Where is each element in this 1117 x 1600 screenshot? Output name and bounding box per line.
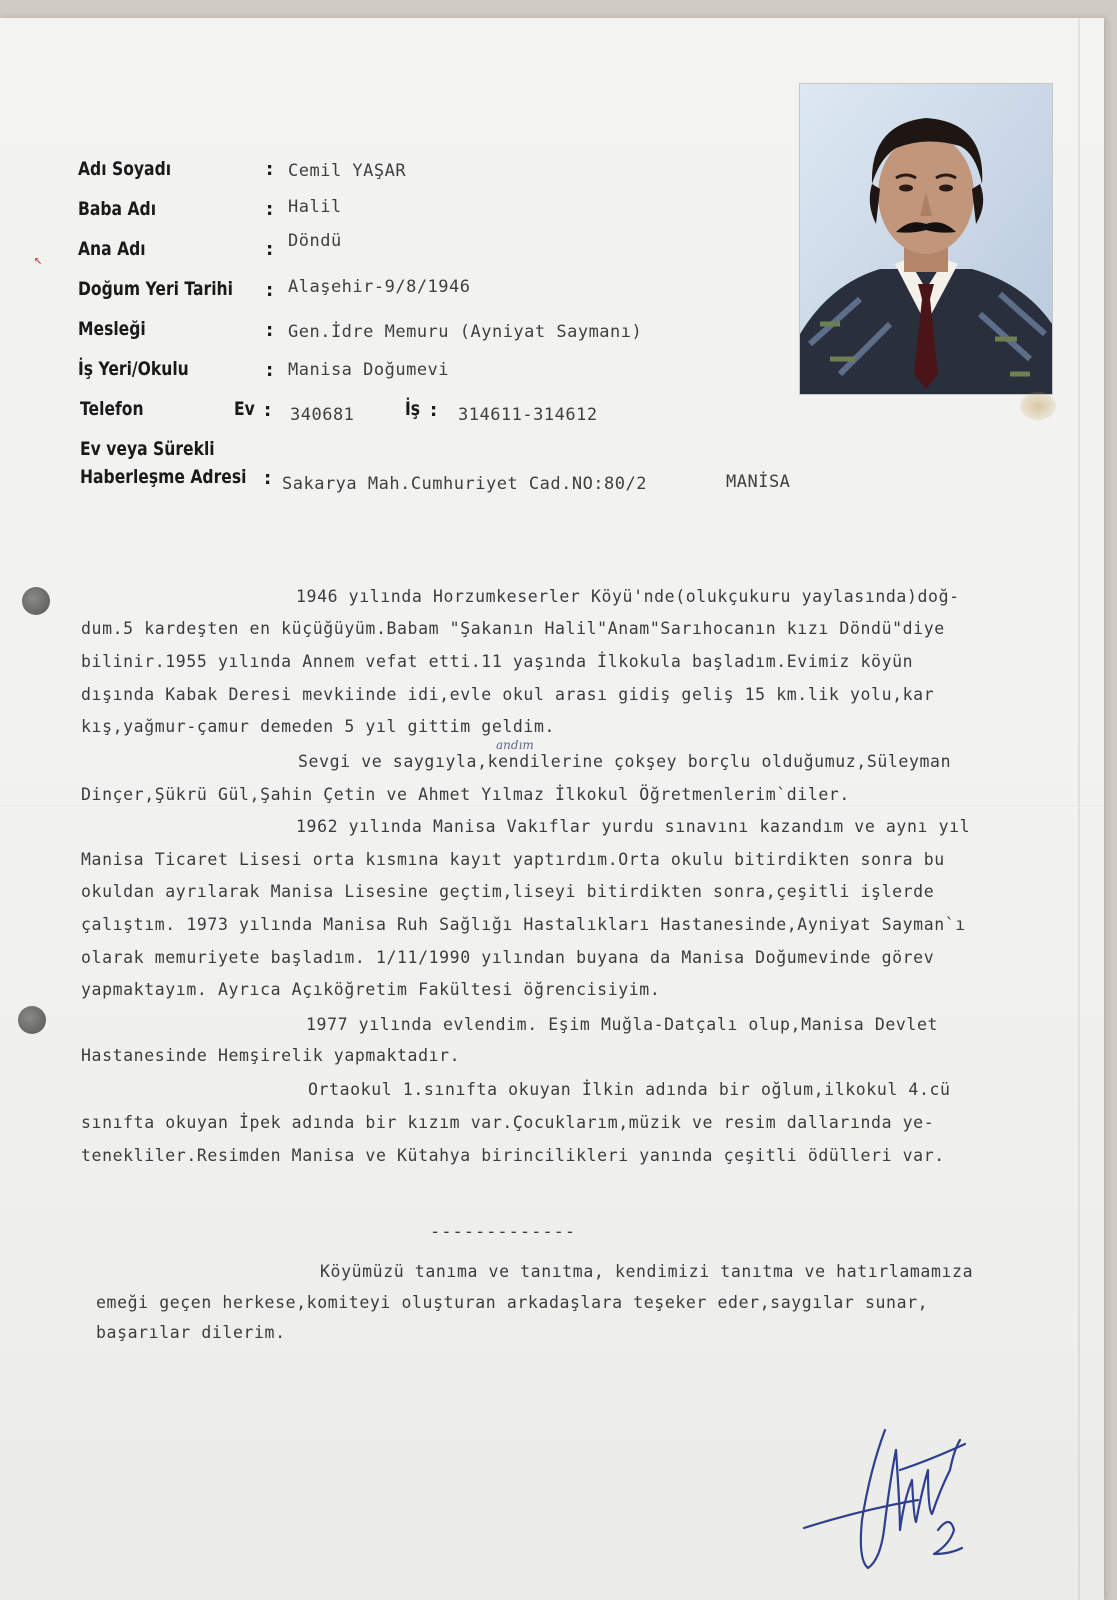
home-phone-label: Ev (234, 398, 255, 420)
portrait-photo (800, 84, 1052, 394)
work-value: Manisa Doğumevi (288, 360, 450, 380)
punch-hole-top (22, 587, 50, 615)
body-line: Sevgi ve saygıyla,kendilerine çokşey borçlu olduğumuz,Süleyman (298, 752, 952, 771)
punch-hole-bottom (18, 1006, 46, 1034)
body-line: 1977 yılında evlendim. Eşim Muğla-Datçalı olup,Manisa Devlet (306, 1015, 939, 1034)
office-phone-value: 314611-314612 (458, 405, 598, 425)
colon: : (266, 360, 274, 381)
name-value: Cemil YAŞAR (288, 161, 407, 181)
signature (800, 1410, 1000, 1584)
mother-value: Döndü (288, 231, 342, 251)
body-line: Hastanesinde Hemşirelik yapmaktadır. (81, 1046, 461, 1065)
address-label-line2: Haberleşme Adresi (80, 466, 247, 488)
colon: : (266, 239, 274, 260)
phone-label: Telefon (80, 398, 144, 420)
body-line: Manisa Ticaret Lisesi orta kısmına kayıt yaptırdım.Orta okulu bitirdikten sonra bu (81, 850, 945, 869)
body-line: bilinir.1955 yılında Annem vefat etti.11 yaşında İlkokula başladım.Evimiz köyün (81, 652, 914, 671)
colon: : (266, 199, 274, 220)
name-label: Adı Soyadı (78, 158, 172, 180)
separator: ------------- (430, 1222, 577, 1242)
body-line: kış,yağmur-çamur demeden 5 yıl gittim geldim. (81, 717, 556, 736)
birth-label: Doğum Yeri Tarihi (78, 278, 234, 300)
body-line: tenekliler.Resimden Manisa ve Kütahya birincilikleri yanında çeşitli ödülleri var. (81, 1146, 945, 1165)
paper-fold-horizontal (0, 805, 1104, 808)
colon: : (430, 400, 438, 421)
body-line: 1962 yılında Manisa Vakıflar yurdu sınavını kazandım ve aynı yıl (296, 817, 971, 836)
father-label: Baba Adı (78, 198, 157, 220)
red-mark: ↖ (34, 252, 43, 268)
body-line: çalıştım. 1973 yılında Manisa Ruh Sağlığı Hastalıkları Hastanesinde,Ayniyat Sayman`ı (81, 915, 966, 934)
office-phone-label: İş (405, 398, 421, 420)
body-line: yapmaktayım. Ayrıca Açıköğretim Fakültesi öğrencisiyim. (81, 980, 661, 999)
colon: : (266, 159, 274, 180)
body-line: olarak memuriyete başladım. 1/11/1990 yılından buyana da Manisa Doğumevinde görev (81, 948, 935, 967)
closing-line: Köyümüzü tanıma ve tanıtma, kendimizi tanıtma ve hatırlamamıza (320, 1262, 974, 1281)
body-line: Ortaokul 1.sınıfta okuyan İlkin adında bir oğlum,ilkokul 4.cü (308, 1080, 951, 1099)
body-line: dışında Kabak Deresi mevkiinde idi,evle okul arası gidiş geliş 15 km.lik yolu,kar (81, 685, 935, 704)
body-line: okuldan ayrılarak Manisa Lisesine geçtim,liseyi bitirdikten sonra,çeşitli işlerde (81, 882, 935, 901)
body-line: Dinçer,Şükrü Gül,Şahin Çetin ve Ahmet Yılmaz İlkokul Öğretmenlerim`diler. (81, 785, 850, 804)
closing-line: emeği geçen herkese,komiteyi oluşturan arkadaşlara teşeker eder,saygılar sunar, (96, 1293, 929, 1312)
mother-label: Ana Adı (78, 238, 146, 260)
work-label: İş Yeri/Okulu (78, 358, 189, 380)
colon: : (266, 320, 274, 341)
father-value: Halil (288, 197, 342, 217)
job-value: Gen.İdre Memuru (Ayniyat Saymanı) (288, 322, 643, 342)
body-line: 1946 yılında Horzumkeserler Köyü'nde(olukçukuru yaylasında)doğ- (296, 587, 960, 606)
colon: : (264, 400, 272, 421)
paper-fold-vertical (1078, 18, 1080, 1600)
closing-line: başarılar dilerim. (96, 1323, 286, 1342)
body-line: sınıfta okuyan İpek adında bir kızım var.Çocuklarım,müzik ve resim dallarında ye- (81, 1113, 935, 1132)
colon: : (264, 468, 272, 489)
handwritten-note: andım (496, 738, 534, 752)
home-phone-value: 340681 (290, 405, 355, 425)
job-label: Mesleği (78, 318, 146, 340)
birth-value: Alaşehir-9/8/1946 (288, 277, 471, 297)
body-line: dum.5 kardeşten en küçüğüyüm.Babam "Şakanın Halil"Anam"Sarıhocanın kızı Döndü"diye (81, 619, 945, 638)
colon: : (266, 280, 274, 301)
address-label-line1: Ev veya Sürekli (80, 438, 215, 460)
paper-stain (1020, 392, 1056, 420)
address-city: MANİSA (726, 472, 791, 492)
address-value: Sakarya Mah.Cumhuriyet Cad.NO:80/2 (282, 474, 647, 494)
